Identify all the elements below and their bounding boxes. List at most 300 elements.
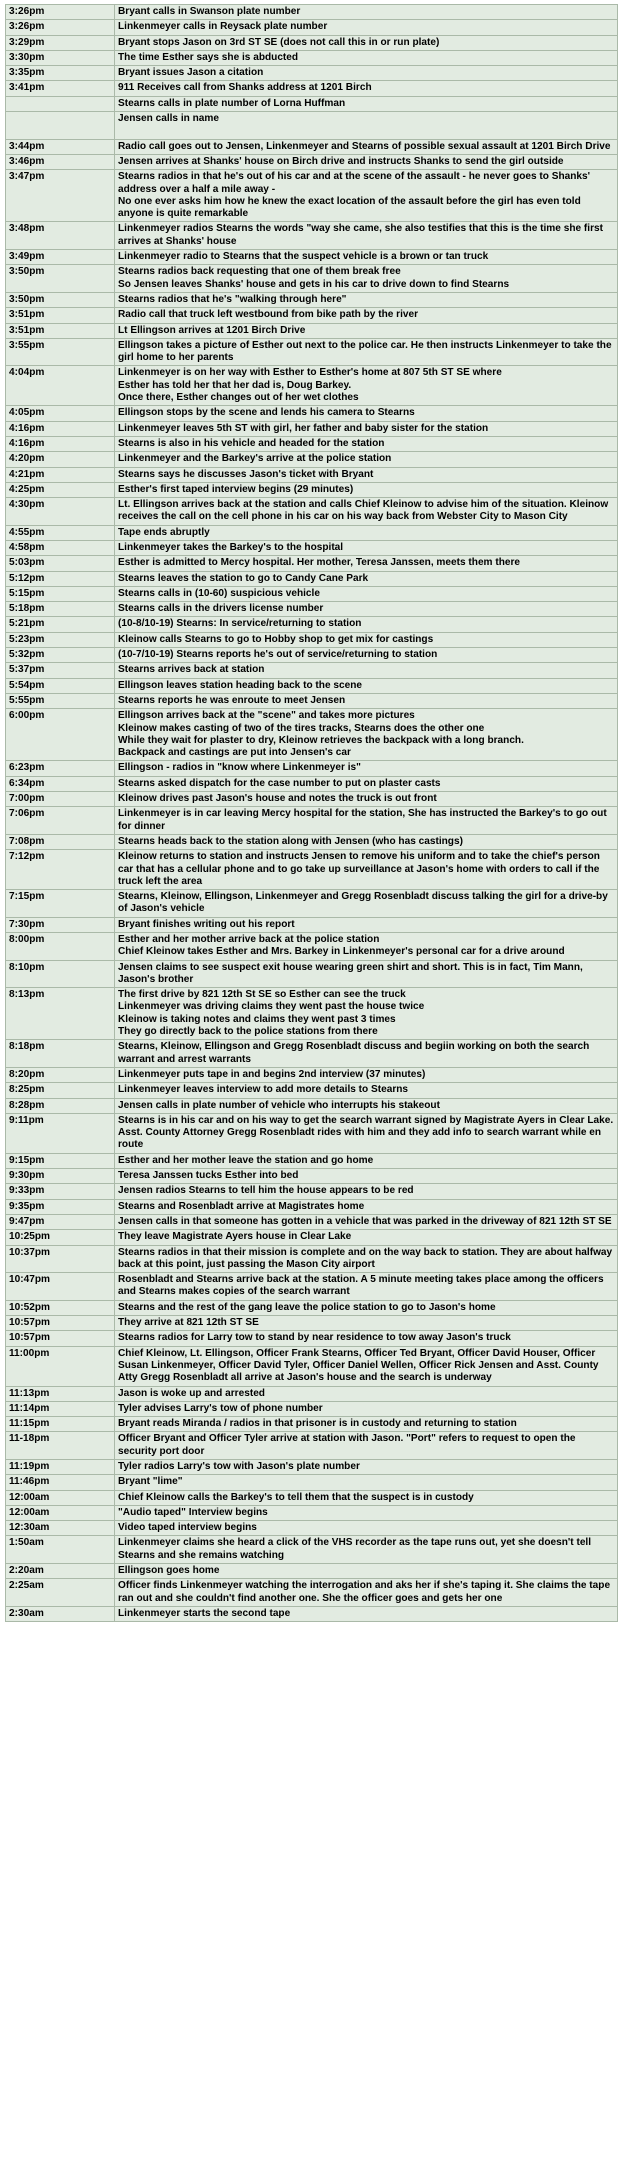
event-text: Chief Kleinow calls the Barkey's to tell them that the suspect is in custody bbox=[118, 1491, 474, 1503]
timeline-row bbox=[6, 81, 618, 96]
event-cell bbox=[115, 1331, 618, 1346]
timeline-row bbox=[6, 170, 618, 222]
timeline-row bbox=[6, 890, 618, 918]
event-text: Linkenmeyer starts the second tape bbox=[118, 1607, 291, 1619]
event-cell bbox=[115, 1169, 618, 1184]
event-text: Lt Ellingson arrives at 1201 Birch Drive bbox=[118, 324, 306, 336]
event-cell bbox=[115, 586, 618, 601]
timeline-row bbox=[6, 617, 618, 632]
time-cell: 8:10pm bbox=[6, 960, 115, 988]
event-text: Stearns is in his car and on his way to get the search warrant signed by Magistrate Ayers in Clear Lake. Asst. County Attorney Gregg Rosenbladt rides with him and they add info to search warrant while en route bbox=[118, 1114, 614, 1151]
event-cell bbox=[115, 1490, 618, 1505]
event-cell bbox=[115, 170, 618, 222]
event-cell bbox=[115, 1083, 618, 1098]
timeline-row bbox=[6, 154, 618, 169]
timeline-row bbox=[6, 323, 618, 338]
event-text: Stearns radios in that their mission is complete and on the way back to station. They are about halfway back at this point, just passing the Mason City airport bbox=[118, 1246, 613, 1270]
time-cell: 9:30pm bbox=[6, 1169, 115, 1184]
timeline-row bbox=[6, 1401, 618, 1416]
event-cell bbox=[115, 366, 618, 406]
event-cell bbox=[115, 1346, 618, 1386]
event-cell bbox=[115, 1300, 618, 1315]
event-text: Stearns says he discusses Jason's ticket with Bryant bbox=[118, 468, 374, 480]
timeline-row bbox=[6, 709, 618, 761]
event-text: Jason is woke up and arrested bbox=[118, 1387, 265, 1399]
timeline-row bbox=[6, 1579, 618, 1607]
timeline-row bbox=[6, 540, 618, 555]
time-cell: 2:30am bbox=[6, 1606, 115, 1621]
timeline-row bbox=[6, 960, 618, 988]
timeline-row bbox=[6, 308, 618, 323]
event-cell bbox=[115, 1475, 618, 1490]
event-text: Stearns, Kleinow, Ellingson and Gregg Rosenbladt discuss and begiin working on both the search warrant and arrest warrants bbox=[118, 1041, 590, 1065]
time-cell: 2:20am bbox=[6, 1564, 115, 1579]
event-cell bbox=[115, 933, 618, 961]
time-cell: 9:35pm bbox=[6, 1199, 115, 1214]
event-text: Lt. Ellingson arrives back at the station and calls Chief Kleinow to advise him of the situation. Kleinow receives the call on the cell phone in his car on his way back from Webster City to Mason City bbox=[118, 499, 609, 523]
time-cell: 6:34pm bbox=[6, 776, 115, 791]
event-text: So Jensen leaves Shanks' house and gets in his car to drive down to find Stearns bbox=[118, 278, 510, 290]
timeline-row bbox=[6, 1067, 618, 1082]
timeline-row bbox=[6, 1184, 618, 1199]
event-cell bbox=[115, 792, 618, 807]
event-text: Stearns calls in the drivers license number bbox=[118, 603, 324, 615]
time-cell: 5:15pm bbox=[6, 586, 115, 601]
event-cell bbox=[115, 1564, 618, 1579]
time-cell: 7:15pm bbox=[6, 890, 115, 918]
timeline-row bbox=[6, 436, 618, 451]
event-cell bbox=[115, 154, 618, 169]
time-cell: 4:25pm bbox=[6, 482, 115, 497]
timeline-row bbox=[6, 1521, 618, 1536]
event-cell bbox=[115, 265, 618, 293]
time-cell: 8:13pm bbox=[6, 988, 115, 1040]
timeline-row bbox=[6, 1316, 618, 1331]
time-cell: 7:00pm bbox=[6, 792, 115, 807]
time-cell: 11:14pm bbox=[6, 1401, 115, 1416]
timeline-row bbox=[6, 586, 618, 601]
event-cell bbox=[115, 571, 618, 586]
timeline-row bbox=[6, 933, 618, 961]
event-cell bbox=[115, 5, 618, 20]
time-cell: 10:47pm bbox=[6, 1273, 115, 1301]
event-cell bbox=[115, 1214, 618, 1229]
timeline-row bbox=[6, 1083, 618, 1098]
event-text: Linkenmeyer puts tape in and begins 2nd interview (37 minutes) bbox=[118, 1068, 426, 1080]
timeline-row bbox=[6, 421, 618, 436]
event-cell bbox=[115, 1459, 618, 1474]
event-text: Jensen calls in plate number of vehicle who interrupts his stakeout bbox=[118, 1099, 440, 1111]
timeline-row bbox=[6, 678, 618, 693]
event-cell bbox=[115, 406, 618, 421]
timeline-row bbox=[6, 1606, 618, 1621]
time-cell: 6:00pm bbox=[6, 709, 115, 761]
timeline-row bbox=[6, 366, 618, 406]
event-cell bbox=[115, 1401, 618, 1416]
time-cell: 3:48pm bbox=[6, 222, 115, 250]
timeline-row bbox=[6, 1346, 618, 1386]
time-cell: 4:16pm bbox=[6, 436, 115, 451]
event-text: They arrive at 821 12th ST SE bbox=[118, 1317, 259, 1329]
event-text: 911 Receives call from Shanks address at 1201 Birch bbox=[118, 82, 372, 94]
event-text: Bryant reads Miranda / radios in that prisoner is in custody and returning to station bbox=[118, 1418, 517, 1430]
event-text: Radio call that truck left westbound from bike path by the river bbox=[118, 309, 419, 321]
time-cell: 12:30am bbox=[6, 1521, 115, 1536]
event-text: Esther and her mother arrive back at the police station bbox=[118, 934, 380, 945]
time-cell: 3:50pm bbox=[6, 292, 115, 307]
event-cell bbox=[115, 556, 618, 571]
event-cell bbox=[115, 308, 618, 323]
time-cell: 5:18pm bbox=[6, 602, 115, 617]
event-text: Linkenmeyer takes the Barkey's to the hospital bbox=[118, 541, 344, 553]
timeline-row bbox=[6, 1505, 618, 1520]
event-cell bbox=[115, 1184, 618, 1199]
timeline-row bbox=[6, 1564, 618, 1579]
time-cell: 10:37pm bbox=[6, 1245, 115, 1273]
timeline-row bbox=[6, 1331, 618, 1346]
timeline-row bbox=[6, 1273, 618, 1301]
timeline-row bbox=[6, 917, 618, 932]
event-text: Jensen arrives at Shanks' house on Birch drive and instructs Shanks to send the girl outside bbox=[118, 155, 564, 167]
timeline-row bbox=[6, 467, 618, 482]
timeline-row bbox=[6, 1432, 618, 1460]
time-cell: 5:23pm bbox=[6, 632, 115, 647]
time-cell: 5:12pm bbox=[6, 571, 115, 586]
time-cell: 5:55pm bbox=[6, 693, 115, 708]
timeline-row bbox=[6, 406, 618, 421]
event-text: Esther's first taped interview begins (29 minutes) bbox=[118, 483, 354, 495]
event-cell bbox=[115, 436, 618, 451]
time-cell: 3:50pm bbox=[6, 265, 115, 293]
event-cell bbox=[115, 1067, 618, 1082]
time-cell: 6:23pm bbox=[6, 761, 115, 776]
time-cell: 12:00am bbox=[6, 1505, 115, 1520]
time-cell: 7:08pm bbox=[6, 834, 115, 849]
timeline-body bbox=[6, 5, 618, 1622]
time-cell: 8:25pm bbox=[6, 1083, 115, 1098]
event-cell bbox=[115, 498, 618, 526]
timeline-row bbox=[6, 1417, 618, 1432]
event-text: Stearns radios back requesting that one of them break free bbox=[118, 266, 401, 278]
event-text: Tape ends abruptly bbox=[118, 526, 210, 538]
event-text: Bryant calls in Swanson plate number bbox=[118, 6, 301, 17]
timeline-row bbox=[6, 498, 618, 526]
timeline-row bbox=[6, 35, 618, 50]
event-text: The time Esther says she is abducted bbox=[118, 51, 299, 63]
event-cell bbox=[115, 1521, 618, 1536]
timeline-row bbox=[6, 1214, 618, 1229]
event-cell bbox=[115, 1273, 618, 1301]
timeline-row bbox=[6, 807, 618, 835]
event-cell bbox=[115, 1505, 618, 1520]
timeline-row bbox=[6, 571, 618, 586]
event-cell bbox=[115, 1316, 618, 1331]
time-cell: 4:16pm bbox=[6, 421, 115, 436]
time-cell: 4:20pm bbox=[6, 452, 115, 467]
event-text: Officer finds Linkenmeyer watching the interrogation and aks her if she's taping it. She claims the tape ran out and she couldn't find another one. She the officer goes and gets her one bbox=[118, 1580, 611, 1604]
event-text: Backpack and castings are put into Jensen's car bbox=[118, 747, 351, 759]
event-cell bbox=[115, 1536, 618, 1564]
time-cell: 12:00am bbox=[6, 1490, 115, 1505]
time-cell: 4:04pm bbox=[6, 366, 115, 406]
event-text: Stearns radios that he's "walking through here" bbox=[118, 293, 347, 305]
time-cell: 10:57pm bbox=[6, 1331, 115, 1346]
event-cell bbox=[115, 421, 618, 436]
timeline-row bbox=[6, 648, 618, 663]
event-cell bbox=[115, 988, 618, 1040]
timeline-row bbox=[6, 792, 618, 807]
timeline-row bbox=[6, 632, 618, 647]
event-text: Linkenmeyer is on her way with Esther to Esther's home at 807 5th ST SE where bbox=[118, 367, 502, 379]
timeline-row bbox=[6, 693, 618, 708]
event-text: Esther has told her that her dad is, Doug Barkey. bbox=[118, 379, 352, 391]
time-cell: 2:25am bbox=[6, 1579, 115, 1607]
timeline-row bbox=[6, 1098, 618, 1113]
timeline-row bbox=[6, 1459, 618, 1474]
event-text: Jensen calls in that someone has gotten in a vehicle that was parked in the driveway of 821 12th ST SE bbox=[118, 1215, 612, 1227]
timeline-row bbox=[6, 338, 618, 366]
event-text: The first drive by 821 12th St SE so Esther can see the truck bbox=[118, 989, 406, 1001]
event-text: Stearns is also in his vehicle and headed for the station bbox=[118, 437, 385, 449]
time-cell: 3:26pm bbox=[6, 5, 115, 20]
event-text: Stearns arrives back at station bbox=[118, 664, 265, 676]
event-text: "Audio taped" Interview begins bbox=[118, 1506, 268, 1518]
event-cell bbox=[115, 617, 618, 632]
event-text: Once there, Esther changes out of her wet clothes bbox=[118, 392, 359, 404]
event-text: Kleinow drives past Jason's house and notes the truck is out front bbox=[118, 793, 437, 805]
event-text: (10-8/10-19) Stearns: In service/returning to station bbox=[118, 618, 362, 630]
event-text: Stearns, Kleinow, Ellingson, Linkenmeyer and Gregg Rosenbladt discuss talking the girl for a drive-by of Jason's vehicle bbox=[118, 891, 608, 915]
time-cell: 4:21pm bbox=[6, 467, 115, 482]
time-cell: 11:46pm bbox=[6, 1475, 115, 1490]
timeline-row bbox=[6, 1230, 618, 1245]
event-cell bbox=[115, 1606, 618, 1621]
time-cell: 3:35pm bbox=[6, 66, 115, 81]
event-text: Video taped interview begins bbox=[118, 1522, 257, 1534]
event-cell bbox=[115, 81, 618, 96]
timeline-row bbox=[6, 761, 618, 776]
event-cell bbox=[115, 648, 618, 663]
timeline-row bbox=[6, 1169, 618, 1184]
event-cell bbox=[115, 20, 618, 35]
event-text: Stearns calls in (10-60) suspicious vehicle bbox=[118, 587, 320, 599]
event-cell bbox=[115, 834, 618, 849]
event-cell bbox=[115, 250, 618, 265]
event-cell bbox=[115, 602, 618, 617]
event-text: They leave Magistrate Ayers house in Clear Lake bbox=[118, 1231, 352, 1243]
event-text: Linkenmeyer calls in Reysack plate number bbox=[118, 21, 328, 33]
event-text: Stearns asked dispatch for the case number to put on plaster casts bbox=[118, 777, 441, 789]
event-text: Jensen radios Stearns to tell him the house appears to be red bbox=[118, 1185, 414, 1197]
timeline-row bbox=[6, 988, 618, 1040]
event-cell bbox=[115, 1098, 618, 1113]
timeline-row bbox=[6, 50, 618, 65]
event-cell bbox=[115, 222, 618, 250]
time-cell: 9:47pm bbox=[6, 1214, 115, 1229]
time-cell: 8:18pm bbox=[6, 1040, 115, 1068]
timeline-row bbox=[6, 1300, 618, 1315]
timeline-row bbox=[6, 850, 618, 890]
event-text: Stearns and Rosenbladt arrive at Magistrates home bbox=[118, 1200, 365, 1212]
time-cell: 7:30pm bbox=[6, 917, 115, 932]
timeline-row bbox=[6, 1386, 618, 1401]
time-cell: 11:00pm bbox=[6, 1346, 115, 1386]
event-cell bbox=[115, 525, 618, 540]
event-cell bbox=[115, 540, 618, 555]
timeline-row bbox=[6, 1245, 618, 1273]
timeline-row bbox=[6, 112, 618, 140]
timeline-row bbox=[6, 663, 618, 678]
event-text: Bryant finishes writing out his report bbox=[118, 918, 295, 930]
event-text: Ellingson stops by the scene and lends his camera to Stearns bbox=[118, 407, 415, 419]
event-text: Stearns and the rest of the gang leave the police station to go to Jason's home bbox=[118, 1301, 496, 1313]
event-cell bbox=[115, 761, 618, 776]
event-cell bbox=[115, 338, 618, 366]
timeline-table bbox=[5, 4, 618, 1622]
timeline-row bbox=[6, 482, 618, 497]
event-text: Stearns reports he was enroute to meet Jensen bbox=[118, 694, 346, 706]
event-text: Chief Kleinow takes Esther and Mrs. Barkey in Linkenmeyer's personal car for a drive around bbox=[118, 946, 565, 958]
timeline-row bbox=[6, 66, 618, 81]
time-cell: 11:19pm bbox=[6, 1459, 115, 1474]
event-text: Stearns radios in that he's out of his car and at the scene of the assault - he never goes to Shanks' address over a half a mile away - bbox=[118, 171, 591, 195]
time-cell: 10:57pm bbox=[6, 1316, 115, 1331]
time-cell: 3:26pm bbox=[6, 20, 115, 35]
event-cell bbox=[115, 890, 618, 918]
event-text: Linkenmeyer was driving claims they went past the house twice bbox=[118, 1001, 425, 1013]
time-cell: 4:30pm bbox=[6, 498, 115, 526]
timeline-row bbox=[6, 265, 618, 293]
timeline-row bbox=[6, 834, 618, 849]
timeline-row bbox=[6, 556, 618, 571]
event-cell bbox=[115, 467, 618, 482]
event-text: Bryant issues Jason a citation bbox=[118, 67, 264, 79]
event-text: Linkenmeyer leaves interview to add more details to Stearns bbox=[118, 1084, 409, 1096]
time-cell: 5:03pm bbox=[6, 556, 115, 571]
event-cell bbox=[115, 35, 618, 50]
event-text: Kleinow is taking notes and claims they went past 3 times bbox=[118, 1013, 396, 1025]
event-cell bbox=[115, 850, 618, 890]
event-text: Linkenmeyer is in car leaving Mercy hospital for the station, She has instructed the Barkey's to go out for dinner bbox=[118, 808, 607, 832]
event-cell bbox=[115, 807, 618, 835]
event-text: Linkenmeyer radios Stearns the words "way she came, she also testifies that this is the time she first arrives at Shanks' house bbox=[118, 223, 603, 247]
time-cell: 8:00pm bbox=[6, 933, 115, 961]
time-cell: 9:15pm bbox=[6, 1153, 115, 1168]
event-text: Radio call goes out to Jensen, Linkenmeyer and Stearns of possible sexual assault at 1201 Birch Drive bbox=[118, 140, 611, 152]
timeline-row bbox=[6, 776, 618, 791]
time-cell: 7:06pm bbox=[6, 807, 115, 835]
event-text: No one ever asks him how he knew the exact location of the assault before the girl has even told anyone is quite remarkable bbox=[118, 195, 581, 220]
event-cell bbox=[115, 1417, 618, 1432]
event-cell bbox=[115, 632, 618, 647]
timeline-row bbox=[6, 1153, 618, 1168]
event-text: Teresa Janssen tucks Esther into bed bbox=[118, 1170, 299, 1182]
time-cell: 11:15pm bbox=[6, 1417, 115, 1432]
event-text: While they wait for plaster to dry, Kleinow retrieves the backpack with a long branch. bbox=[118, 734, 524, 746]
time-cell bbox=[6, 96, 115, 111]
time-cell: 3:47pm bbox=[6, 170, 115, 222]
event-text: Officer Bryant and Officer Tyler arrive at station with Jason. "Port" refers to request to open the security port door bbox=[118, 1433, 576, 1457]
time-cell: 7:12pm bbox=[6, 850, 115, 890]
event-text bbox=[118, 125, 614, 137]
event-cell bbox=[115, 776, 618, 791]
timeline-row bbox=[6, 1536, 618, 1564]
timeline-row bbox=[6, 139, 618, 154]
timeline-row bbox=[6, 1490, 618, 1505]
timeline-row bbox=[6, 602, 618, 617]
event-cell bbox=[115, 709, 618, 761]
event-text: Esther is admitted to Mercy hospital. Her mother, Teresa Janssen, meets them there bbox=[118, 557, 521, 569]
event-text: Bryant "lime" bbox=[118, 1476, 183, 1488]
event-cell bbox=[115, 96, 618, 111]
event-text: Tyler radios Larry's tow with Jason's plate number bbox=[118, 1460, 360, 1472]
timeline-row bbox=[6, 96, 618, 111]
event-cell bbox=[115, 292, 618, 307]
event-text: Ellingson - radios in "know where Linkenmeyer is" bbox=[118, 762, 361, 774]
event-cell bbox=[115, 1040, 618, 1068]
time-cell: 3:44pm bbox=[6, 139, 115, 154]
time-cell: 1:50am bbox=[6, 1536, 115, 1564]
event-text: Stearns calls in plate number of Lorna Huffman bbox=[118, 97, 346, 109]
time-cell: 3:46pm bbox=[6, 154, 115, 169]
event-cell bbox=[115, 66, 618, 81]
event-text: Kleinow calls Stearns to go to Hobby shop to get mix for castings bbox=[118, 633, 434, 645]
event-cell bbox=[115, 1230, 618, 1245]
event-cell bbox=[115, 1199, 618, 1214]
time-cell: 3:41pm bbox=[6, 81, 115, 96]
event-text: Rosenbladt and Stearns arrive back at the station. A 5 minute meeting takes place among the officers and Stearns makes copies of the search warrant bbox=[118, 1274, 604, 1298]
event-text: Linkenmeyer leaves 5th ST with girl, her father and baby sister for the station bbox=[118, 422, 489, 434]
event-text: They go directly back to the police stations from there bbox=[118, 1026, 378, 1038]
event-cell bbox=[115, 50, 618, 65]
time-cell: 9:33pm bbox=[6, 1184, 115, 1199]
event-text: Jensen calls in name bbox=[118, 113, 219, 125]
event-cell bbox=[115, 693, 618, 708]
event-text: Ellingson goes home bbox=[118, 1565, 220, 1577]
timeline-row bbox=[6, 1199, 618, 1214]
time-cell: 3:29pm bbox=[6, 35, 115, 50]
event-cell bbox=[115, 678, 618, 693]
event-text: Tyler advises Larry's tow of phone number bbox=[118, 1402, 323, 1414]
event-text: Ellingson arrives back at the "scene" and takes more pictures bbox=[118, 710, 415, 722]
timeline-row bbox=[6, 292, 618, 307]
event-text: Bryant stops Jason on 3rd ST SE (does not call this in or run plate) bbox=[118, 36, 440, 48]
event-cell bbox=[115, 1245, 618, 1273]
time-cell: 9:11pm bbox=[6, 1113, 115, 1153]
event-cell bbox=[115, 139, 618, 154]
time-cell: 4:55pm bbox=[6, 525, 115, 540]
event-text: Stearns radios for Larry tow to stand by near residence to tow away Jason's truck bbox=[118, 1332, 511, 1344]
event-cell bbox=[115, 1579, 618, 1607]
event-text: Chief Kleinow, Lt. Ellingson, Officer Frank Stearns, Officer Ted Bryant, Officer David Houser, Officer Susan Linkenmeyer, Officer David Tyler, Officer Daniel Wellen, Officer Rick Jensen and Asst. County Atty Gregg Rosenbladt all arrive at Jason's house and the search is underway bbox=[118, 1347, 599, 1384]
event-cell bbox=[115, 452, 618, 467]
timeline-row bbox=[6, 20, 618, 35]
event-text: (10-7/10-19) Stearns reports he's out of service/returning to station bbox=[118, 649, 438, 661]
event-text: Ellingson takes a picture of Esther out next to the police car. He then instructs Linkenmeyer to take the girl home to her parents bbox=[118, 339, 612, 364]
event-text: Linkenmeyer radio to Stearns that the suspect vehicle is a brown or tan truck bbox=[118, 251, 489, 263]
timeline-row bbox=[6, 5, 618, 20]
event-text: Jensen claims to see suspect exit house wearing green shirt and short. This is in fact, Tim Mann, Jason's brother bbox=[118, 961, 583, 985]
time-cell: 10:52pm bbox=[6, 1300, 115, 1315]
event-cell bbox=[115, 482, 618, 497]
event-cell bbox=[115, 323, 618, 338]
time-cell bbox=[6, 112, 115, 140]
timeline-row bbox=[6, 250, 618, 265]
event-cell bbox=[115, 1432, 618, 1460]
event-text: Linkenmeyer and the Barkey's arrive at the police station bbox=[118, 453, 392, 465]
time-cell: 5:37pm bbox=[6, 663, 115, 678]
timeline-row bbox=[6, 1040, 618, 1068]
